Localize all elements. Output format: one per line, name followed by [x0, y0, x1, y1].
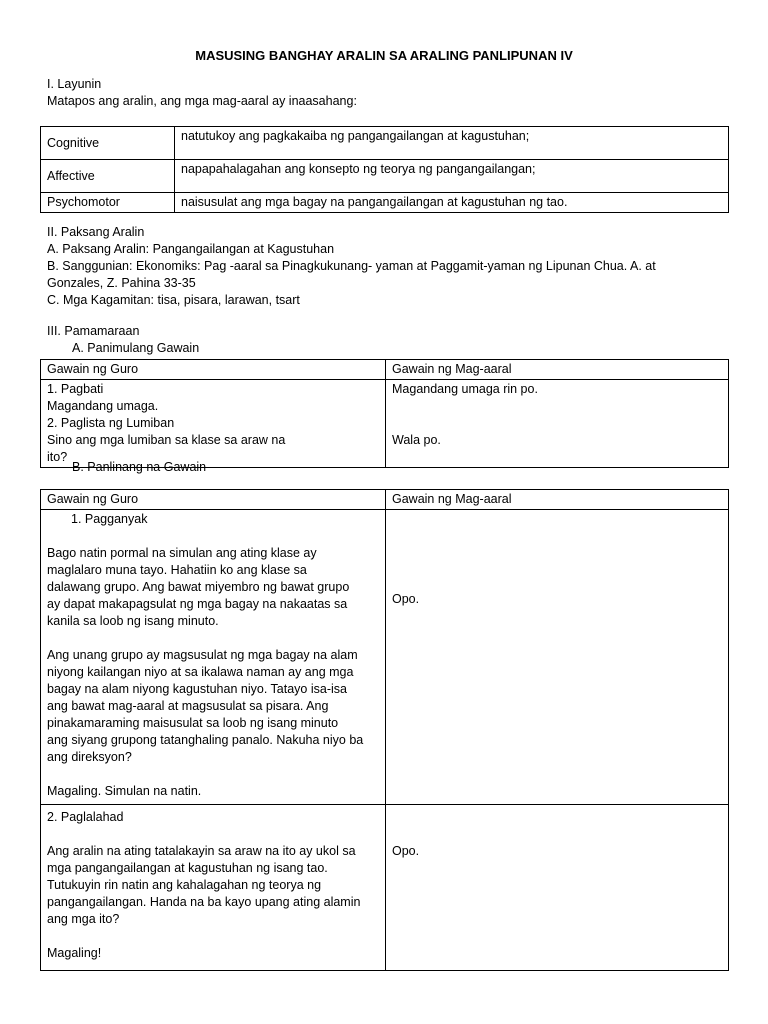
- objective-row-psychomotor: [41, 193, 729, 213]
- section2-item-b-line2: Gonzales, Z. Pahina 33-35: [47, 276, 196, 290]
- teacher-line: 1. Pagbati: [47, 382, 104, 396]
- domain-cell: Affective: [41, 160, 175, 193]
- text-line: bagay na alam niyong kagustuhan niyo. Tatayo isa-isa: [47, 682, 347, 696]
- student-cell: [386, 380, 729, 468]
- section2-item-c: C. Mga Kagamitan: tisa, pisara, larawan, tsart: [47, 293, 300, 307]
- spacer: [47, 928, 379, 945]
- panlinang-gawain-table: [40, 489, 729, 971]
- text-line: ang mga ito?: [47, 912, 120, 926]
- teacher-cell: [41, 510, 386, 805]
- teacher-cell: [41, 805, 386, 971]
- text-line: niyong kailangan niyo at sa ikalawa naman ay ang mga: [47, 665, 354, 679]
- spacer: [392, 398, 722, 415]
- section1-heading: I. Layunin: [47, 77, 102, 91]
- objectives-table: [40, 126, 729, 213]
- section2-item-b-line1: B. Sanggunian: Ekonomiks: Pag -aaral sa Pinagkukunang- yaman at Paggamit-yaman ng Lipunan Chua. A. at: [47, 259, 656, 273]
- objective-row-cognitive: [41, 127, 729, 160]
- text-line: maglalaro muna tayo. Hahatiin ko ang klase sa: [47, 563, 307, 577]
- text-line: ang bawat mag-aaral at magsusulat sa pisara. Ang: [47, 699, 329, 713]
- text-line: Magaling. Simulan na natin.: [47, 784, 202, 798]
- text-line: dalawang grupo. Ang bawat miyembro ng bawat grupo: [47, 580, 350, 594]
- text-line: Magaling!: [47, 946, 102, 960]
- objective-cell: natutukoy ang pagkakaiba ng pangangailangan at kagustuhan;: [175, 127, 729, 160]
- table-row: [41, 805, 729, 971]
- section3-heading: III. Pamamaraan: [47, 324, 140, 338]
- text-line: Ang aralin na ating tatalakayin sa araw na ito ay ukol sa: [47, 844, 356, 858]
- activity-heading: 1. Pagganyak: [71, 512, 148, 526]
- spacer: [47, 630, 379, 647]
- section2-item-a: A. Paksang Aralin: Pangangailangan at Kagustuhan: [47, 242, 335, 256]
- student-cell: Opo.: [386, 510, 729, 805]
- spacer: [47, 766, 379, 783]
- student-line: Wala po.: [392, 433, 441, 447]
- section2-heading: II. Paksang Aralin: [47, 225, 145, 239]
- teacher-line: ito?: [47, 450, 68, 464]
- text-line: Ang unang grupo ay magsusulat ng mga bagay na alam: [47, 648, 358, 662]
- domain-cell: Psychomotor: [41, 193, 175, 213]
- col-header-student: Gawain ng Mag-aaral: [386, 360, 729, 380]
- student-cell: Opo.: [386, 805, 729, 971]
- panimulang-gawain-table: [40, 359, 729, 468]
- spacer: [392, 415, 722, 432]
- document-title: MASUSING BANGHAY ARALIN SA ARALING PANLIPUNAN IV: [195, 48, 573, 63]
- objective-cell: naisusulat ang mga bagay na pangangailangan at kagustuhan ng tao.: [175, 193, 729, 213]
- text-line: ang siyang grupong tatanghaling panalo. Nakuha niyo ba: [47, 733, 364, 747]
- text-line: pangangailangan. Handa na ba kayo upang ating alamin: [47, 895, 361, 909]
- section3-a-heading: A. Panimulang Gawain: [72, 341, 200, 355]
- text-line: mga pangangailangan at kagustuhan ng isang tao.: [47, 861, 328, 875]
- section1-intro: Matapos ang aralin, ang mga mag-aaral ay inaasahang:: [47, 94, 357, 108]
- section3-b-heading: B. Panlinang na Gawain: [72, 460, 207, 474]
- text-line: ang direksyon?: [47, 750, 132, 764]
- teacher-line: 2. Paglista ng Lumiban: [47, 416, 175, 430]
- objective-row-affective: [41, 160, 729, 193]
- spacer: [47, 528, 379, 545]
- col-header-student: Gawain ng Mag-aaral: [386, 490, 729, 510]
- col-header-teacher: Gawain ng Guro: [41, 360, 386, 380]
- table-row: [41, 380, 729, 468]
- text-line: kanila sa loob ng isang minuto.: [47, 614, 219, 628]
- table-header-row: [41, 490, 729, 510]
- domain-cell: Cognitive: [41, 127, 175, 160]
- spacer: [47, 826, 379, 843]
- text-line: Bago natin pormal na simulan ang ating klase ay: [47, 546, 317, 560]
- teacher-cell: [41, 380, 386, 468]
- teacher-line: Magandang umaga.: [47, 399, 159, 413]
- objective-cell: napapahalagahan ang konsepto ng teorya ng pangangailangan;: [175, 160, 729, 193]
- table-header-row: [41, 360, 729, 380]
- student-line: Magandang umaga rin po.: [392, 382, 538, 396]
- text-line: pinakamaraming maisusulat sa loob ng isang minuto: [47, 716, 339, 730]
- text-line: ay dapat makapagsulat ng mga bagay na nakaatas sa: [47, 597, 348, 611]
- table-row: [41, 510, 729, 805]
- teacher-line: Sino ang mga lumiban sa klase sa araw na: [47, 433, 286, 447]
- col-header-teacher: Gawain ng Guro: [41, 490, 386, 510]
- activity-heading: 2. Paglalahad: [47, 810, 124, 824]
- text-line: Tutukuyin rin natin ang kahalagahan ng teorya ng: [47, 878, 322, 892]
